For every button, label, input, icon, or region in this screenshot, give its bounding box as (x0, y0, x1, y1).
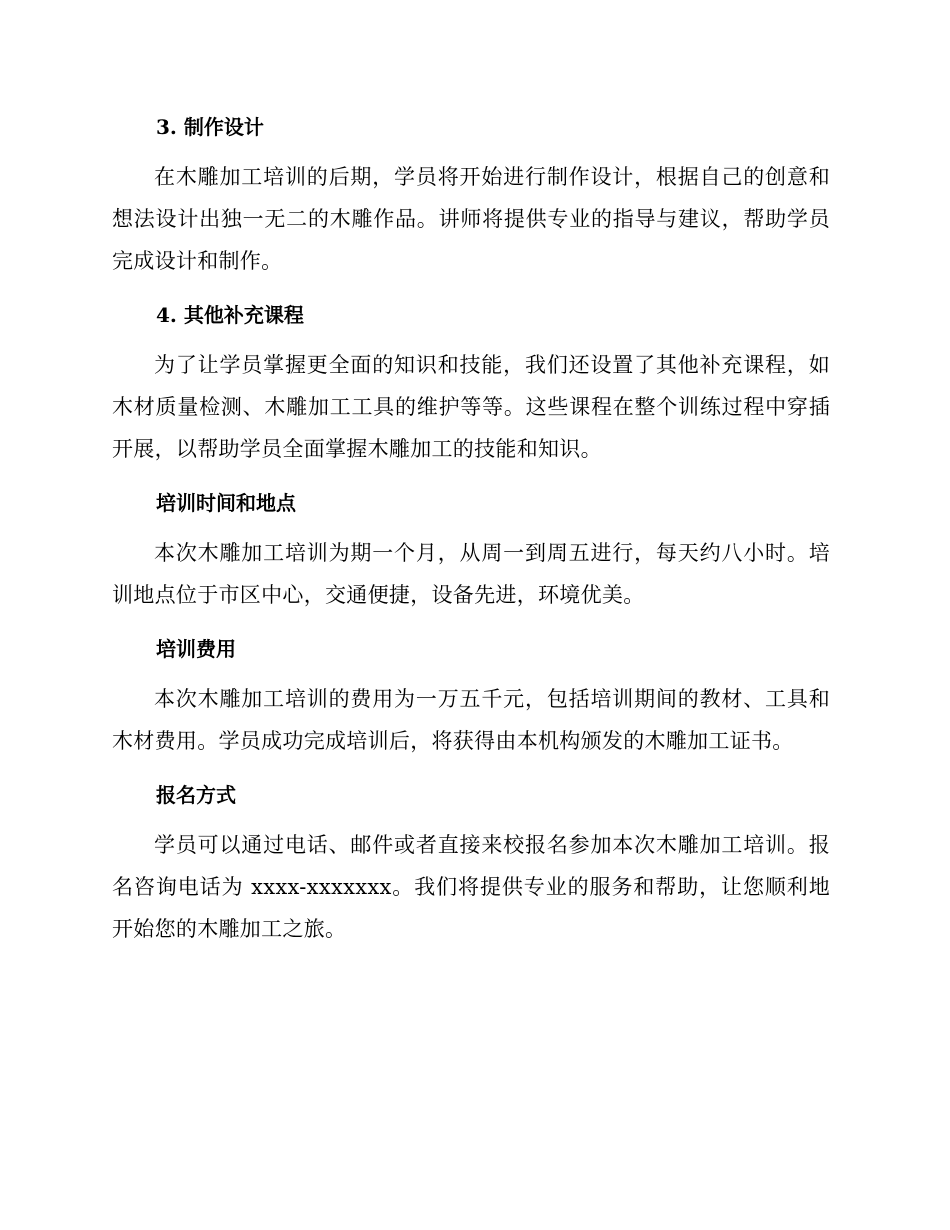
section-heading-fees: 培训费用 (156, 637, 236, 661)
section-paragraph-fees: 本次木雕加工培训的费用为一万五千元，包括培训期间的教材、工具和木材费用。学员成功完成培训后，将获得由本机构颁发的木雕加工证书。 (112, 687, 830, 753)
section-heading-production-design: 3. 制作设计 (156, 115, 264, 139)
section-paragraph-supplementary-courses: 为了让学员掌握更全面的知识和技能，我们还设置了其他补充课程，如木材质量检测、木雕加工工具的维护等等。这些课程在整个训练过程中穿插开展，以帮助学员全面掌握木雕加工的技能和知识。 (112, 353, 830, 461)
section-paragraph-registration: 学员可以通过电话、邮件或者直接来校报名参加本次木雕加工培训。报名咨询电话为 xxxx-xxxxxxx。我们将提供专业的服务和帮助，让您顺利地开始您的木雕加工之旅。 (112, 833, 830, 941)
section-heading-registration: 报名方式 (156, 783, 236, 807)
section-heading-time-and-location: 培训时间和地点 (156, 491, 296, 515)
section-heading-supplementary-courses: 4. 其他补充课程 (156, 303, 304, 327)
document-body (112, 111, 830, 950)
section-paragraph-production-design: 在木雕加工培训的后期，学员将开始进行制作设计，根据自己的创意和想法设计出独一无二的木雕作品。讲师将提供专业的指导与建议，帮助学员完成设计和制作。 (112, 165, 830, 273)
section-paragraph-time-and-location: 本次木雕加工培训为期一个月，从周一到周五进行，每天约八小时。培训地点位于市区中心，交通便捷，设备先进，环境优美。 (112, 541, 830, 607)
